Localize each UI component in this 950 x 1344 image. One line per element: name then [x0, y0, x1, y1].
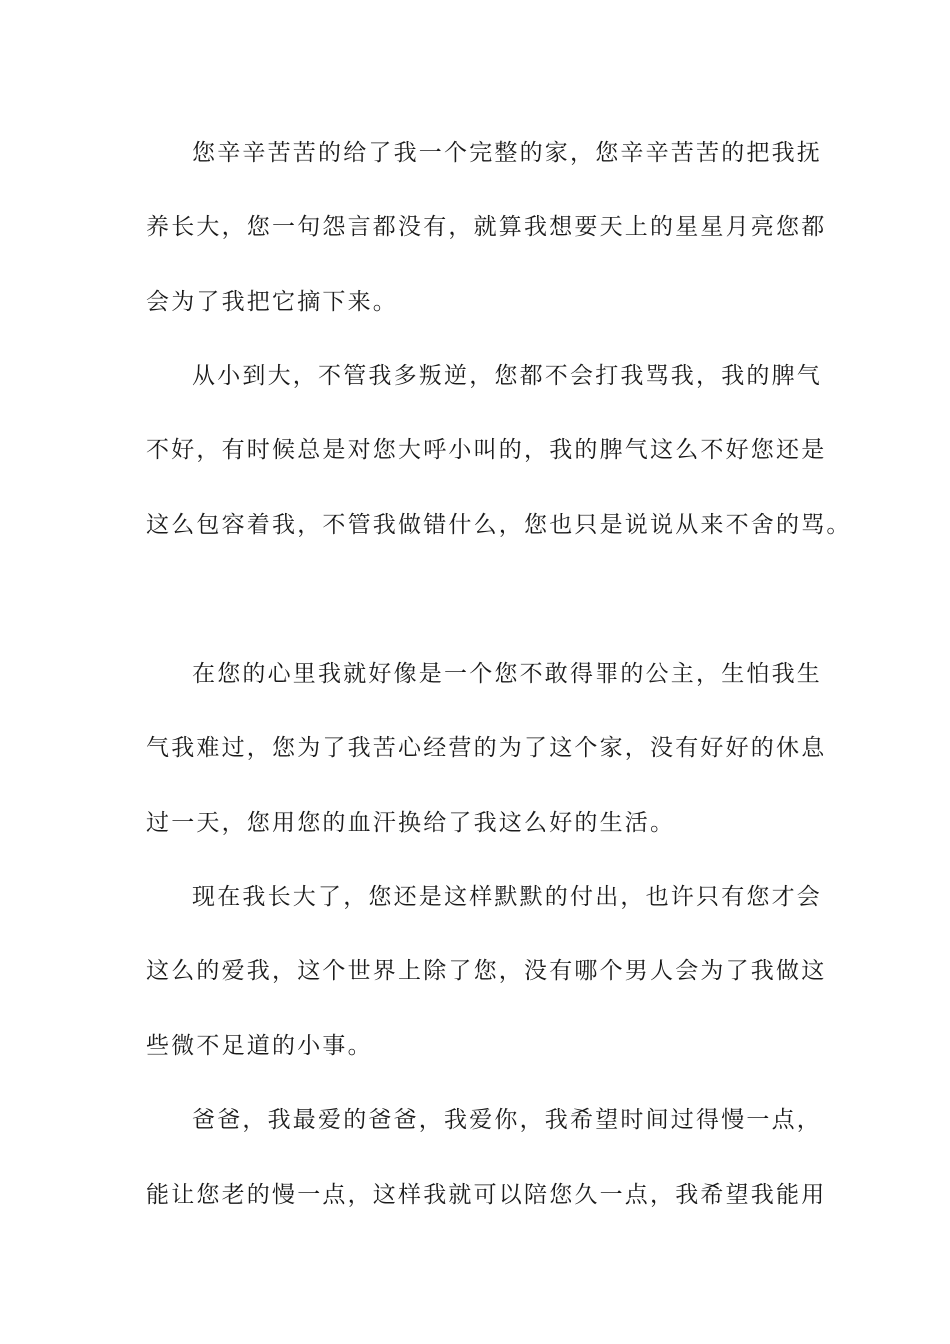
- paragraph-1-line-1: 您辛辛苦苦的给了我一个完整的家，您辛辛苦苦的把我抚: [192, 140, 822, 166]
- paragraph-2-line-1: 从小到大，不管我多叛逆，您都不会打我骂我，我的脾气: [192, 363, 822, 389]
- paragraph-3-line-1: 在您的心里我就好像是一个您不敢得罪的公主，生怕我生: [192, 661, 822, 687]
- paragraph-3-line-2: 气我难过，您为了我苦心经营的为了这个家，没有好好的休息: [146, 735, 827, 761]
- paragraph-2-line-2: 不好，有时候总是对您大呼小叫的，我的脾气这么不好您还是: [146, 437, 827, 463]
- paragraph-3-line-3: 过一天，您用您的血汗换给了我这么好的生活。: [146, 810, 676, 836]
- paragraph-4-line-1: 现在我长大了，您还是这样默默的付出，也许只有您才会: [192, 884, 822, 910]
- paragraph-5-line-1: 爸爸，我最爱的爸爸，我爱你，我希望时间过得慢一点，: [192, 1107, 822, 1133]
- paragraph-1-line-2: 养长大，您一句怨言都没有，就算我想要天上的星星月亮您都: [146, 214, 827, 240]
- paragraph-4-line-3: 些微不足道的小事。: [146, 1033, 373, 1059]
- paragraph-2-line-3: 这么包容着我，不管我做错什么，您也只是说说从来不舍的骂。: [146, 512, 852, 538]
- paragraph-4-line-2: 这么的爱我，这个世界上除了您，没有哪个男人会为了我做这: [146, 958, 827, 984]
- paragraph-1-line-3: 会为了我把它摘下来。: [146, 289, 398, 315]
- paragraph-5-line-2: 能让您老的慢一点，这样我就可以陪您久一点，我希望我能用: [146, 1182, 827, 1208]
